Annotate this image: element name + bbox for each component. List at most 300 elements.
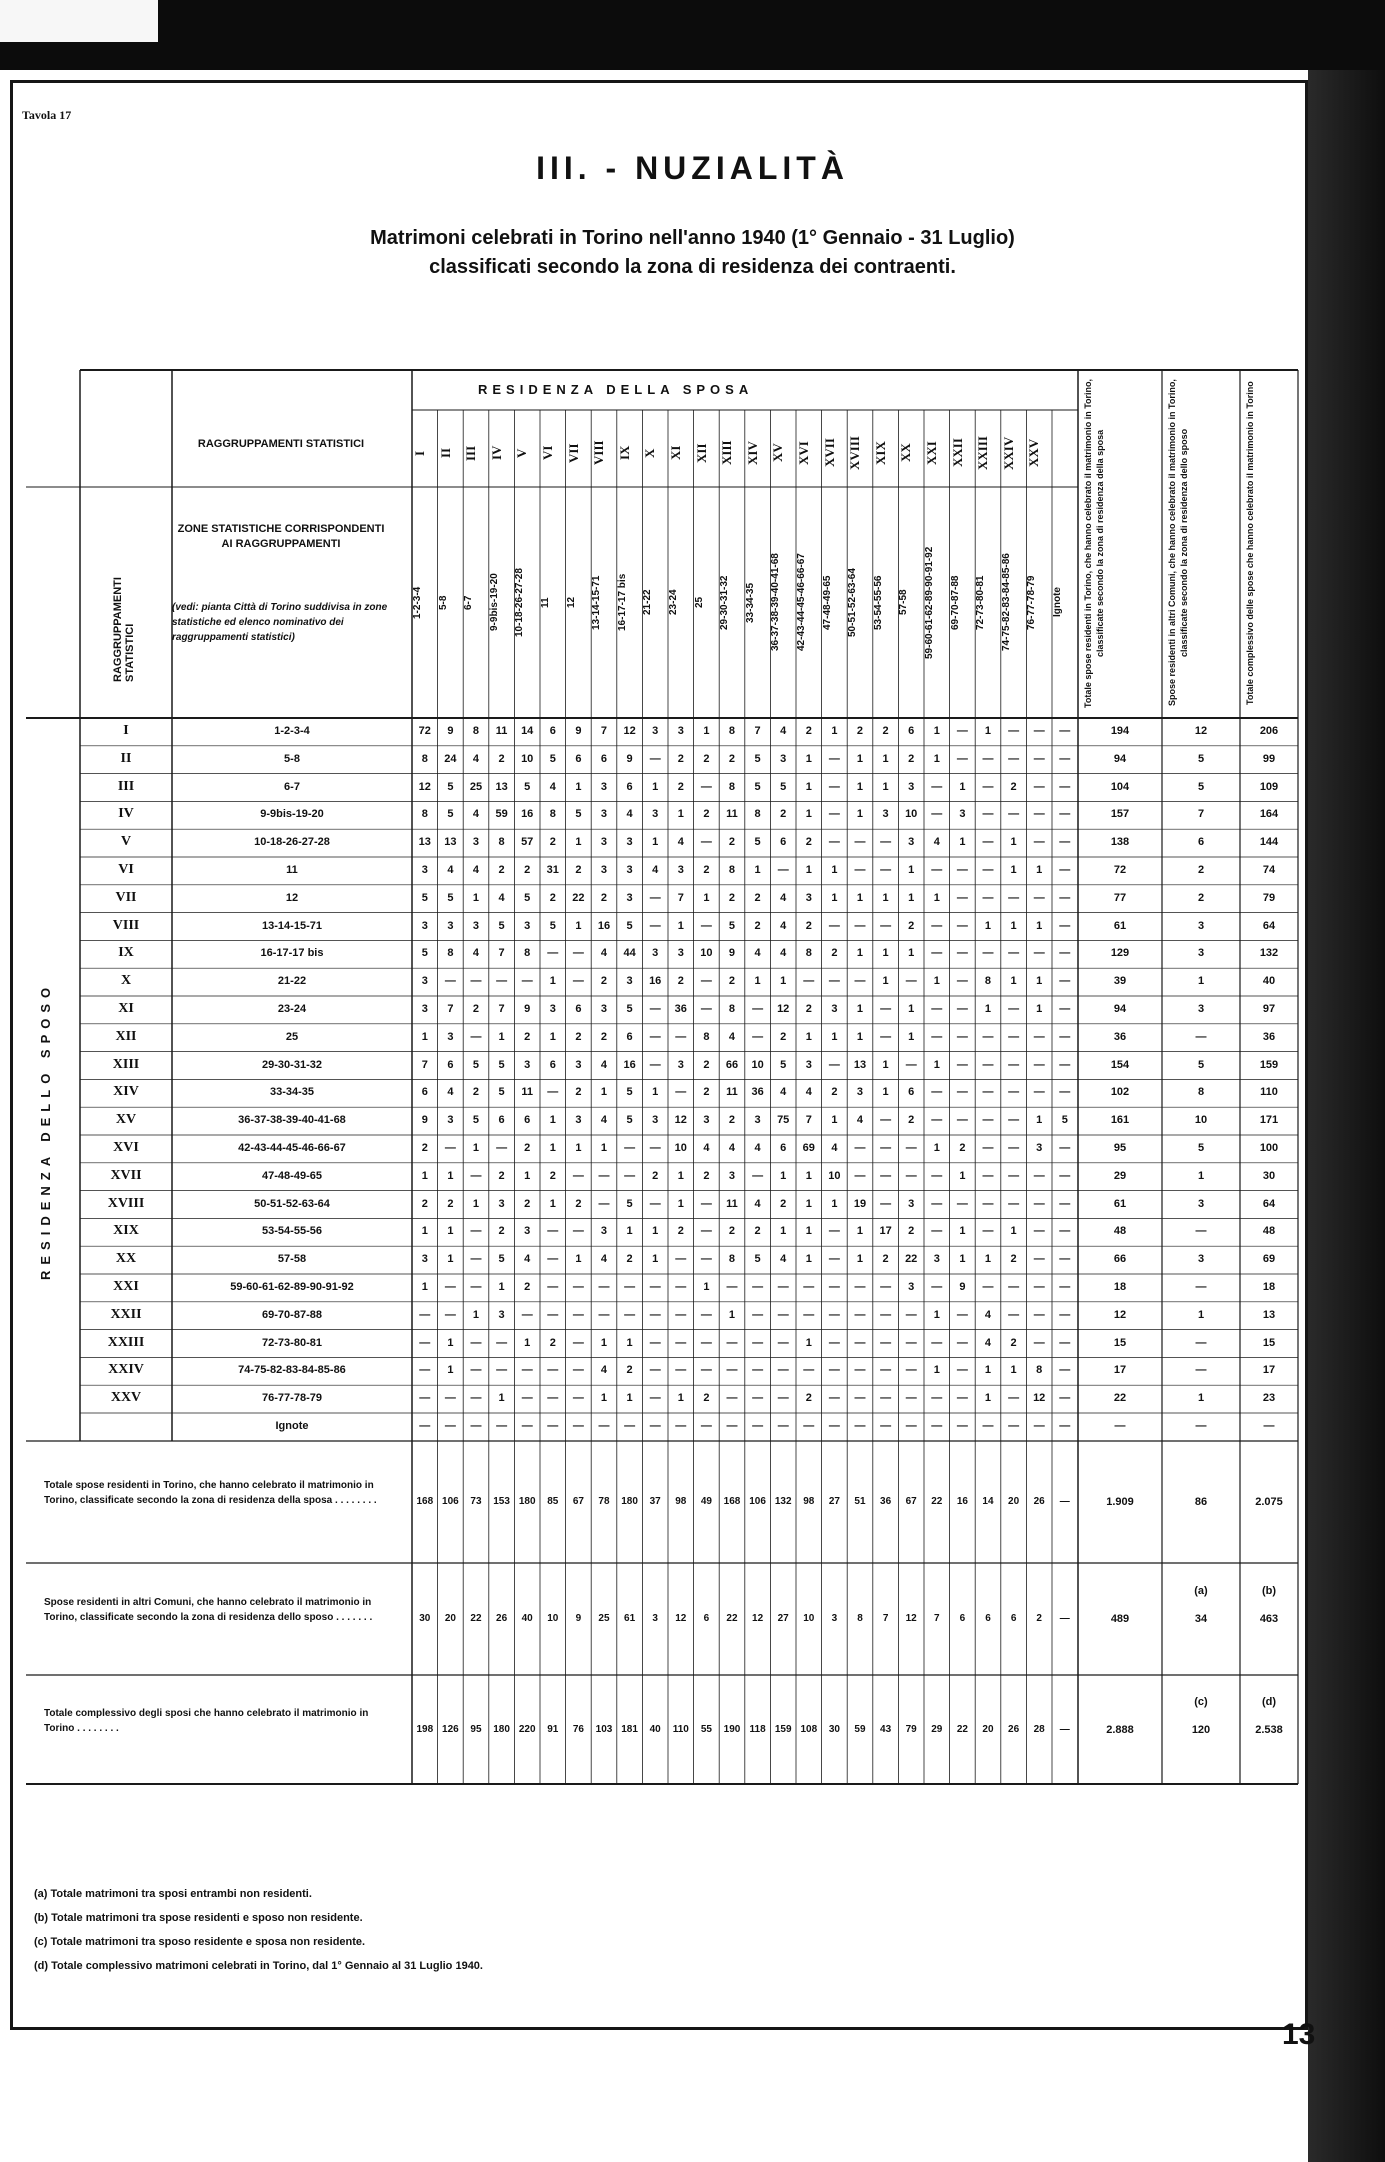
table-cell: — [547,1308,559,1321]
summary-cell: 190 [723,1723,741,1735]
total-cell: 72 [1113,864,1127,876]
summary-cell: 76 [572,1723,584,1735]
table-cell: — [649,1142,661,1154]
row-zone-label: 12 [285,891,299,904]
table-cell: — [752,1420,764,1432]
summary-cell: 20 [444,1613,456,1624]
table-cell: 44 [623,947,636,960]
table-cell: 3 [447,1030,454,1043]
table-cell: 3 [677,864,684,876]
table-cell: — [880,1308,892,1321]
table-cell: 1 [856,891,864,904]
table-cell: — [828,1364,840,1377]
table-cell: 1 [831,1114,838,1127]
summary-cell: 126 [442,1723,459,1735]
table-cell: 1 [498,1030,505,1043]
table-cell: — [1059,891,1071,904]
table-cell: — [572,1420,584,1432]
table-cell: — [854,864,866,876]
table-cell: 2 [805,836,812,849]
row-zone-label: 23-24 [277,1003,307,1015]
table-cell: — [1033,1030,1045,1043]
total-cell: 1 [1197,1392,1205,1405]
table-cell: 1 [1036,919,1043,932]
row-zone-label: 57-58 [277,1253,307,1266]
table-cell: 2 [652,1169,659,1182]
table-cell: — [675,1281,687,1293]
table-cell: — [547,1364,559,1377]
table-cell: — [956,1003,968,1015]
table-cell: — [905,1420,917,1432]
table-cell: 6 [626,780,633,793]
table-cell: 1 [549,1142,556,1154]
table-cell: — [752,1364,764,1377]
table-cell: 3 [447,919,454,932]
summary-cell: 37 [649,1496,661,1507]
table-cell: — [1033,836,1045,849]
table-cell: 72 [418,725,431,737]
table-cell: — [956,975,968,988]
table-cell: 3 [908,1197,915,1210]
table-cell: — [931,1225,943,1238]
table-cell: 2 [575,864,582,876]
col-zone-header: 53-54-55-56 [872,575,884,630]
table-cell: — [1008,1420,1020,1432]
summary-cell: 110 [672,1723,689,1735]
summary-cell: 22 [470,1613,482,1624]
table-cell: 6 [908,725,915,737]
table-cell: 1 [933,975,940,988]
table-cell: — [777,1336,789,1349]
table-cell: — [675,1030,687,1043]
table-cell: 3 [959,808,966,821]
table-cell: 4 [498,891,505,904]
total-cell: — [1263,1420,1275,1432]
table-cell: — [931,919,943,932]
row-zone-label: 13-14-15-71 [262,919,322,932]
table-cell: — [572,1281,584,1293]
col-zone-header: 6-7 [463,595,475,610]
table-cell: 1 [1036,975,1043,988]
table-cell: 2 [549,1336,556,1349]
total-cell: 2 [1197,891,1205,904]
col-roman-header: XII [693,443,709,463]
row-roman-label: XXIII [107,1334,145,1350]
table-cell: — [905,1169,917,1182]
table-cell: 10 [521,752,534,765]
total-cell: 39 [1113,975,1127,988]
table-cell: — [547,1086,559,1099]
total-cell: 1 [1197,1308,1205,1321]
row-zone-label: 59-60-61-62-89-90-91-92 [230,1281,354,1293]
table-cell: 2 [805,1003,812,1015]
row-roman-label: II [120,750,132,766]
table-cell: — [1033,1086,1045,1099]
row-roman-label: IX [118,945,134,961]
total-cell: 15 [1262,1336,1276,1349]
row-roman-label: XV [115,1112,137,1128]
summary-cell: 22 [956,1723,968,1735]
table-cell: 1 [959,836,966,849]
table-cell: 5 [498,1253,505,1266]
table-cell: — [649,1281,661,1293]
table-cell: — [649,1197,661,1210]
table-cell: 1 [933,1308,940,1321]
table-cell: 1 [831,1030,838,1043]
total-cell: 36 [1262,1030,1276,1043]
table-cell: — [547,1281,559,1293]
table-cell: — [854,975,866,988]
residenza-sposa-header: RESIDENZA DELLA SPOSA [478,382,754,397]
table-cell: 5 [421,947,428,960]
table-cell: 1 [805,752,812,765]
table-cell: — [1059,864,1071,876]
table-cell: — [931,1169,943,1182]
table-cell: 3 [652,947,659,960]
col-zone-header: 13-14-15-71 [591,575,603,630]
total-cell: 171 [1259,1114,1279,1127]
table-cell: 8 [549,808,556,821]
table-cell: — [649,1364,661,1377]
table-cell: 1 [524,1336,531,1349]
table-cell: 11 [726,1086,738,1099]
table-cell: 1 [882,1058,889,1071]
table-cell: — [675,1086,687,1099]
table-cell: — [1033,1169,1045,1182]
subtitle-line-1: Matrimoni celebrati in Torino nell'anno 1940 (1° Gennaio - 31 Luglio) [370,227,1015,249]
summary-cell: 51 [854,1496,866,1507]
table-cell: 3 [524,1225,531,1238]
table-cell: 1 [908,1030,915,1043]
table-cell: 2 [524,864,531,876]
table-cell: — [1059,1308,1071,1321]
table-cell: 2 [754,1225,761,1238]
table-cell: 5 [549,919,556,932]
scan-right-edge [1308,70,1385,2162]
table-cell: 3 [933,1253,940,1266]
table-cell: 3 [472,836,480,849]
table-cell: — [649,1003,661,1015]
table-cell: 9 [421,1114,428,1127]
total-cell: 3 [1197,919,1205,932]
summary-cell: 16 [956,1496,968,1507]
table-cell: — [1059,1030,1071,1043]
table-cell: 57 [521,836,534,849]
table-cell: 1 [677,1197,684,1210]
table-cell: — [444,1392,456,1405]
table-cell: — [905,1336,917,1349]
col-zone-header: 50-51-52-63-64 [847,568,859,637]
table-cell: 4 [472,808,480,821]
table-cell: 2 [524,1142,531,1154]
total-cell: 154 [1110,1058,1130,1071]
row-roman-label: XX [115,1251,137,1267]
totals-column-header: Spose residenti in altri Comuni, che hanno celebrato il matrimonio in Torino, classificate secondo la zona di residenza dello sposo [1167,379,1189,707]
summary-total-cell: 2.075 [1255,1496,1283,1508]
table-cell: — [854,1281,866,1293]
table-cell: 1 [703,891,710,904]
table-cell: 3 [908,780,915,793]
table-cell: 1 [652,1086,659,1099]
table-cell: — [1059,1392,1071,1405]
summary-cell: 29 [931,1723,943,1735]
table-cell: — [1033,1281,1045,1293]
row-roman-label: XVI [113,1140,139,1155]
total-cell: 1 [1197,975,1205,988]
table-cell: 1 [549,1030,556,1043]
table-cell: 5 [626,1003,633,1015]
table-cell: 11 [495,725,508,737]
table-cell: — [1059,1336,1071,1349]
row-zone-label: 21-22 [277,975,307,988]
table-cell: 1 [652,836,659,849]
table-cell: 2 [549,891,556,904]
table-cell: 2 [754,891,761,904]
table-cell: 6 [549,1058,556,1071]
table-cell: — [1008,808,1020,821]
table-cell: — [880,1169,892,1182]
table-cell: 2 [831,947,838,960]
table-cell: 8 [984,975,992,988]
table-cell: — [828,1308,840,1321]
table-cell: 1 [856,1225,864,1238]
table-cell: — [982,891,994,904]
table-cell: — [1033,725,1045,737]
total-cell: 1 [1197,1169,1205,1182]
table-cell: 2 [549,1169,556,1182]
summary-cell: 22 [726,1613,738,1624]
table-cell: 2 [677,780,684,793]
table-cell: 4 [600,947,608,960]
table-cell: 1 [1036,1114,1043,1127]
table-cell: — [982,780,994,793]
table-cell: — [956,1058,968,1071]
table-cell: — [931,1336,943,1349]
table-cell: 10 [828,1169,841,1182]
table-cell: 3 [831,1003,838,1015]
summary-cell: — [1059,1723,1070,1735]
table-cell: — [649,1058,661,1071]
table-cell: — [700,836,712,849]
table-cell: 1 [959,1253,966,1266]
table-cell: 2 [703,752,710,765]
table-cell: 7 [805,1114,812,1127]
table-cell: 5 [472,1114,480,1127]
table-cell: 3 [421,1253,428,1266]
table-cell: — [828,1420,840,1432]
table-cell: 6 [780,836,787,849]
row-zone-label: 47-48-49-65 [262,1169,322,1182]
table-cell: 10 [700,947,713,960]
summary-cell: 14 [982,1496,994,1507]
table-cell: — [956,864,968,876]
table-cell: — [726,1420,738,1432]
row-zone-label: 76-77-78-79 [262,1392,322,1405]
table-cell: 5 [549,752,556,765]
totals-column-header: Totale complessivo delle spose che hanno celebrato il matrimonio in Torino [1245,381,1255,705]
table-cell: 1 [984,725,992,737]
total-cell: 102 [1110,1086,1130,1099]
table-cell: 2 [600,1030,608,1043]
table-cell: 3 [677,725,684,737]
table-cell: 1 [805,1030,812,1043]
summary-cell: 6 [985,1613,991,1624]
summary-cell: 8 [857,1613,863,1624]
table-cell: 2 [728,836,736,849]
table-cell: — [854,836,866,849]
summary-label: Totale complessivo degli sposi che hanno celebrato il matrimonio in Torino . . . . . . . . [44,1707,369,1734]
table-cell: — [726,1281,738,1293]
table-cell: — [854,1142,866,1154]
total-cell: 157 [1110,808,1130,821]
table-cell: — [1033,1197,1045,1210]
table-cell: 1 [933,725,940,737]
summary-cell: 106 [749,1496,766,1507]
table-cell: 2 [626,1364,633,1377]
total-cell: 104 [1110,780,1130,793]
table-cell: 4 [984,1308,992,1321]
row-zone-label: 1-2-3-4 [274,725,310,737]
table-cell: — [854,1364,866,1377]
summary-total-cell: 2.888 [1106,1723,1134,1736]
table-cell: 1 [933,1142,940,1154]
table-cell: 1 [856,1253,864,1266]
table-cell: 6 [498,1114,505,1127]
table-cell: 3 [1036,1142,1043,1154]
col-roman-header: XXII [949,438,965,468]
summary-cell: 198 [416,1723,434,1735]
total-cell: 30 [1262,1169,1276,1182]
table-cell: 4 [728,1142,736,1154]
table-cell: 5 [447,891,454,904]
table-cell: 8 [472,725,480,737]
table-cell: — [1059,1003,1071,1015]
table-cell: — [1033,1308,1045,1321]
table-cell: — [1059,919,1071,932]
row-zone-label: 74-75-82-83-84-85-86 [238,1364,346,1377]
table-cell: — [854,1308,866,1321]
table-cell: — [854,1169,866,1182]
total-cell: 36 [1113,1030,1127,1043]
table-cell: 1 [498,1392,505,1405]
table-cell: — [700,780,712,793]
table-cell: — [675,1336,687,1349]
table-cell: — [521,1420,533,1432]
table-cell: 1 [472,891,480,904]
table-cell: — [1008,1281,1020,1293]
table-cell: — [649,1308,661,1321]
table-cell: — [752,1336,764,1349]
summary-cell: 59 [854,1723,866,1735]
table-cell: 2 [498,752,505,765]
table-cell: 7 [600,725,608,737]
table-cell: — [572,1308,584,1321]
col-roman-header: XIV [744,441,760,465]
table-cell: 25 [469,780,483,793]
col-roman-header: V [514,448,530,458]
table-cell: — [1033,1058,1045,1071]
table-cell: — [828,975,840,988]
summary-cell: 3 [831,1613,838,1624]
table-cell: — [444,1420,456,1432]
table-cell: — [700,1003,712,1015]
total-cell: 23 [1262,1392,1276,1405]
total-cell: — [1195,1336,1207,1349]
table-cell: — [572,1169,584,1182]
row-zone-label: 72-73-80-81 [262,1336,322,1349]
row-zone-label: 36-37-38-39-40-41-68 [238,1114,346,1127]
footnote-mark: (b) [1261,1585,1277,1597]
table-cell: 5 [575,808,582,821]
summary-cell: 27 [828,1496,840,1507]
table-cell: 4 [754,1142,761,1154]
table-cell: 1 [575,836,582,849]
table-cell: 5 [1061,1114,1068,1127]
col-roman-header: VI [540,445,555,461]
summary-cell: 26 [1008,1723,1020,1735]
table-cell: 10 [674,1142,687,1154]
table-cell: — [700,975,712,988]
total-cell: — [1195,1225,1207,1238]
col-zone-header: 5-8 [437,595,449,610]
col-roman-header: VII [565,443,581,463]
table-cell: 1 [805,1336,812,1349]
table-cell: 6 [600,752,608,765]
table-cell: 3 [600,864,608,876]
table-cell: 13 [853,1058,867,1071]
table-cell: 2 [805,919,812,932]
table-cell: — [521,1308,533,1321]
table-cell: — [547,1392,559,1405]
col-zone-header: 36-37-38-39-40-41-68 [770,553,782,652]
table-cell: 2 [1010,780,1017,793]
side-header-residenza-sposo: RESIDENZA DELLO SPOSO [38,981,53,1280]
table-cell: 2 [524,1030,531,1043]
summary-cell: 26 [496,1613,508,1624]
table-cell: 3 [600,1003,608,1015]
table-cell: 4 [652,864,659,876]
row-roman-label: VIII [112,917,140,933]
total-cell: 138 [1110,836,1130,849]
table-cell: 5 [728,919,736,932]
total-cell: 40 [1262,975,1276,988]
col-zone-header: 11 [540,597,551,608]
table-cell: 1 [959,1169,966,1182]
row-roman-label: XXV [110,1390,142,1406]
table-cell: — [931,1420,943,1432]
total-cell: — [1114,1420,1126,1432]
table-cell: 4 [754,1197,761,1210]
table-cell: 4 [472,864,480,876]
table-cell: 4 [780,891,787,904]
table-cell: — [496,1420,508,1432]
table-cell: 2 [959,1142,966,1154]
table-cell: 1 [575,780,582,793]
table-cell: — [905,1058,917,1071]
table-cell: — [752,1030,764,1043]
table-cell: 5 [498,1086,505,1099]
col-roman-header: XI [668,445,683,461]
table-cell: 5 [626,1114,633,1127]
col-zone-header: 23-24 [668,589,679,616]
table-cell: — [854,1392,866,1405]
col-zone-header: 1-2-3-4 [412,586,423,619]
table-cell: 6 [549,725,556,737]
table-cell: 2 [677,752,684,765]
table-cell: 2 [728,1114,736,1127]
table-cell: 3 [780,752,787,765]
table-cell: 3 [447,1114,454,1127]
